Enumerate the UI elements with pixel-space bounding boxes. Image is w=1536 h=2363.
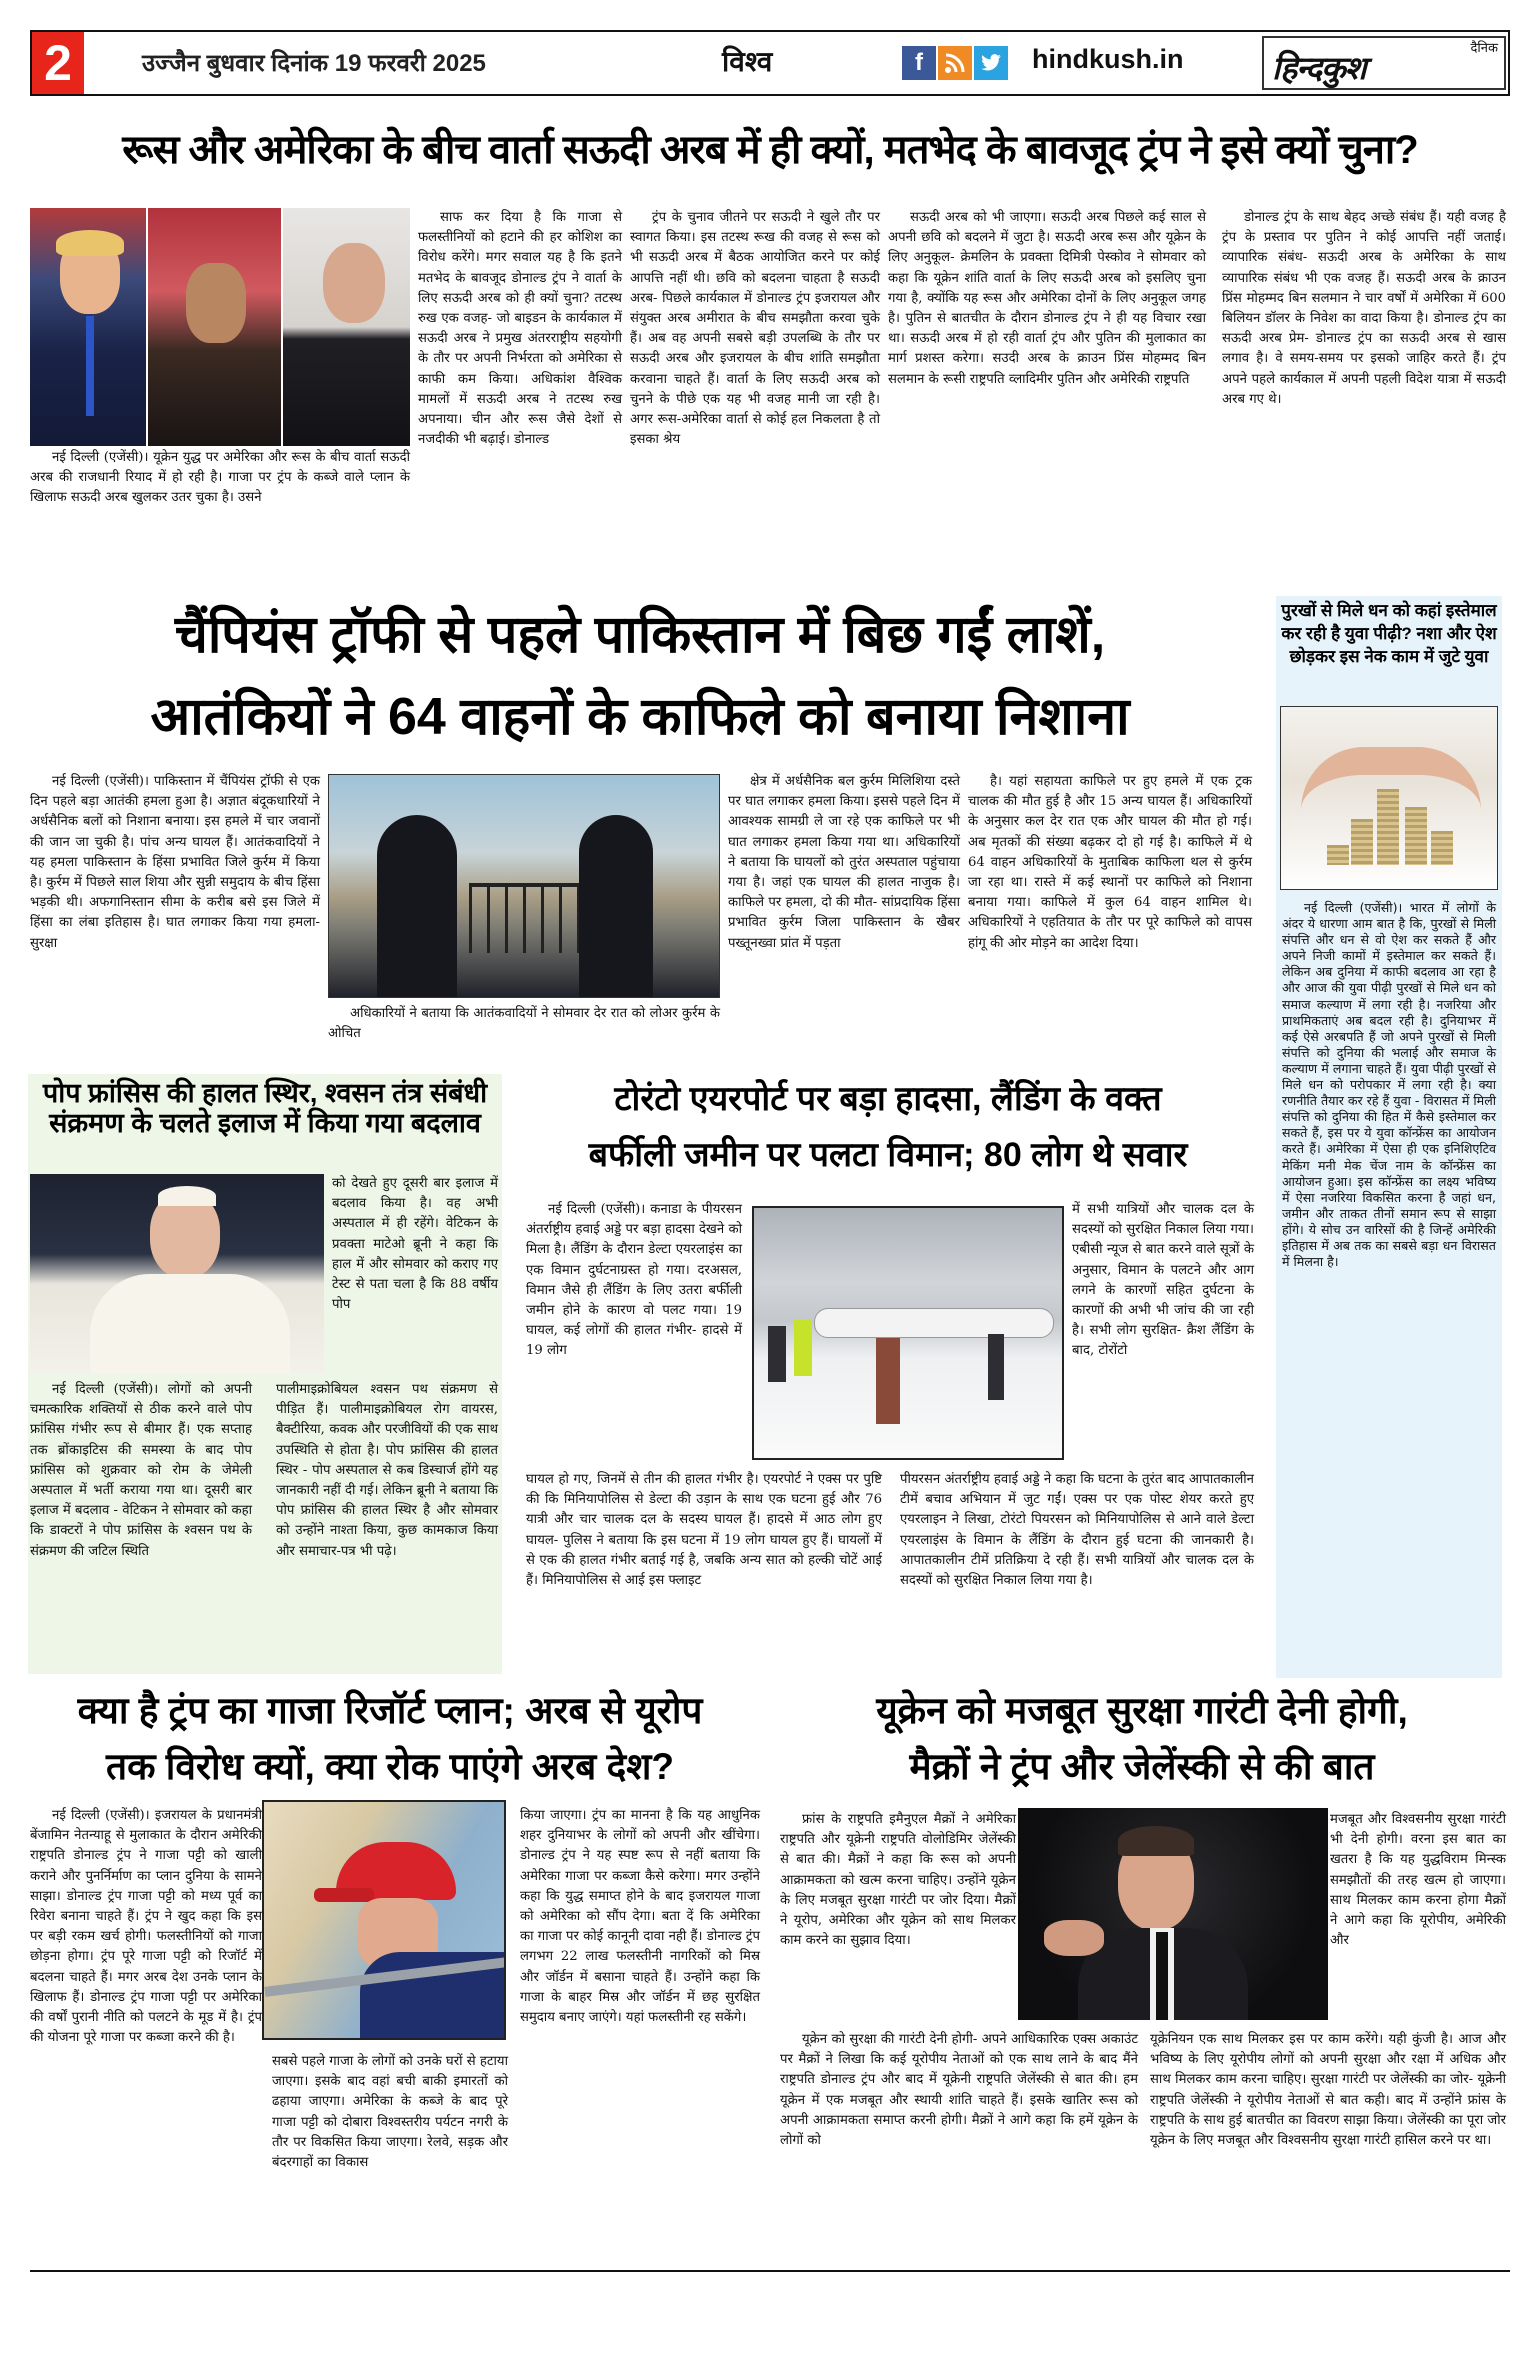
article5-headline-line2: तक विरोध क्यों, क्या रोक पाएंगे अरब देश? — [105, 1746, 674, 1787]
article2-headline-line1: चैंपियंस ट्रॉफी से पहले पाकिस्तान में बिछ गईं लाशें, — [174, 606, 1106, 664]
sidebar-body: नई दिल्ली (एजेंसी)। भारत में लोगों के अंदर ये धारणा आम बात है कि, पुरखों से मिली संपत्ति और धन से वो ऐश कर सकते हैं और अपने निजी कामों में इस्तेमाल कर सकते हैं। लेकिन अब दुनिया में काफी बदलाव आ रहा है और आज की युवा पीढ़ी पुरखों से मिले धन को समाज कल्याण में लगा रही है। नजरिया और प्राथमिकताएं अब बदल रही है। दुनियाभर में कई ऐसे अरबपति हैं जो अपने पुरखों से मिली संपत्ति को दुनिया की भलाई और समाज के कल्याण में लगाना चाहते हैं। युवा पीढ़ी पुरखों से मिले धन को परोपकार में लगा रही है। क्या रणनीति तैयार कर रहे हैं युवा - विरासत में मिली संपत्ति को दुनिया की हित में कैसे इस्तेमाल कर सकते हैं, इस पर ये युवा कॉन्फ्रेंस का आयोजन करते हैं। अमेरिका में ऐसा ही एक इनिशिएटिव मेकिंग मनी मेक चेंज नाम के कॉन्फ्रेंस का आयोजन हुआ। इस कॉन्फ्रेंस का लक्ष्य भविष्य में ऐसा नजरिया विकसित करना है जहां धन, जमीन और ताकत तीनों समान रूप से साझा होंगे। ये सोच उन वारिसों की है जिन्हें अमेरिकी इतिहास में अब तक का सबसे बड़ा धन विरासत में मिलना है। — [1282, 900, 1496, 1270]
article1-column-2: साफ कर दिया है कि गाजा से फलस्तीनियों को हटाने की हर कोशिश का विरोध करेंगे। मगर सवाल यह है कि इतने मतभेद के बावजूद डोनाल्ड ट्रंप ने वार्ता के लिए सऊदी अरब को ही क्यों चुना? तटस्थ रुख एक वजह- जो बाइडन के कार्यकाल में सऊदी अरब ने प्रमुख अंतरराष्ट्रीय सहयोगी के तौर पर अपनी निर्भरता को अमेरिका से काफी कम किया। अधिकांश वैश्विक मामलों में सऊदी अरब ने तटस्थ रुख अपनाया। चीन और रूस जैसे देशों से नजदीकी भी बढ़ाई। डोनाल्ड — [418, 210, 622, 448]
article6-image-macron — [1018, 1808, 1328, 2020]
article6-headline-line2: मैक्रों ने ट्रंप और जेलेंस्की से की बात — [909, 1746, 1375, 1787]
article4-bottom-left: घायल हो गए, जिनमें से तीन की हालत गंभीर है। एयरपोर्ट ने एक्स पर पुष्टि की कि मिनियापोलिस से डेल्टा की उड़ान के साथ एक घटना हुई और 76 यात्री और चार चालक दल के सदस्य घायल हैं। हादसे में आठ लोग हुए घायल- पुलिस ने बताया कि इस घटना में 19 लोग घायल हुए हैं। घायलों में से एक की हालत गंभीर बताई गई है, जबकि अन्य सात को हल्की चोटें आई हैं। मिनियापोलिस से आई इस फ्लाइट — [526, 1472, 882, 1589]
putin-photo — [283, 208, 410, 446]
article5-column-right: किया जाएगा। ट्रंप का मानना है कि यह आधुनिक शहर दुनियाभर के लोगों को अपनी और खींचेगा। डोनाल्ड ट्रंप ने यह स्पष्ट रूप से नहीं बताया कि अमेरिका गाजा पर कब्जा कैसे करेगा। मगर उन्होंने कहा कि युद्ध समाप्त होने के बाद इजरायल गाजा को अमेरिका को सौंप देगा। बता दें कि अमेरिका का गाजा पर कोई कानूनी दावा नही हैं। डोनाल्ड ट्रंप लगभग 22 लाख फलस्तीनी नागरिकों को मिस्र और जॉर्डन में बसाना चाहते हैं। उन्होंने कहा कि गाजा के बाहर मिस्र और जॉर्डन में छह सुरक्षित समुदाय बनाए जाएंगे। यहां फलस्तीनी रह सकेंगे। — [520, 1808, 760, 2026]
article5-image-trump-maga-hat — [262, 1800, 506, 2040]
social-icons — [902, 46, 1008, 80]
article2-column-3: क्षेत्र में अर्धसैनिक बल कुर्रम मिलिशिया दस्ते पर घात लगाकर हमला किया। इससे पहले दिन में आवश्यक सामग्री ले जा रहे एक काफिले पर भी घात लगाकर हमला किया गया था। अधिकारियों ने बताया कि घायलों को तुरंत अस्पताल पहुंचाया गया है। जहां एक घायल की हालत नाजुक है। काफिले पर हमला, दो की मौत- सांप्रदायिक हिंसा प्रभावित कुर्रम जिला पाकिस्तान के खैबर पख्तूनख्वा प्रांत में पड़ता — [728, 774, 960, 951]
article2-column-4: है। यहां सहायता काफिले पर हुए हमले में एक ट्रक चालक की मौत हुई है और 15 अन्य घायल हैं। अधिकारियों के अनुसार कल देर रात एक और घायल की मौत हो गई। अब मृतकों की संख्या बढ़कर दो हो गई है। काफिले में थे 64 वाहन अधिकारियों के मुताबिक काफिला थल से कुर्रम जा रहा था। रास्ते में कई स्थानों पर काफिले को निशाना बनाया गया। काफिले में कुल 64 वाहन शामिल थे। अधिकारियों ने एहतियात के तौर पर पूरे काफिले को वापस हांगू की ओर मोड़ने का आदेश दिया। — [968, 774, 1252, 951]
article4-headline-line1: टोरंटो एयरपोर्ट पर बड़ा हादसा, लैंडिंग के वक्त — [614, 1080, 1162, 1118]
article3-box — [28, 1074, 502, 1674]
article1-column-5: डोनाल्ड ट्रंप के साथ बेहद अच्छे संबंध हैं। यही वजह है ट्रंप के प्रस्ताव पर पुतिन ने कोई आपत्ति नहीं जताई। व्यापारिक संबंध- सऊदी अरब के अमेरिका के साथ व्यापारिक संबंध भी एक वजह हैं। सऊदी अरब के क्राउन प्रिंस मोहम्मद बिन सलमान ने चार वर्षों में अमेरिका में 600 बिलियन डॉलर के निवेश का वादा किया है। डोनाल्ड ट्रंप का सऊदी अरब प्रेम- डोनाल्ड ट्रंप का सऊदी अरब से खास लगाव है। वे समय-समय पर इसको जाहिर करते हैं। ट्रंप अपने पहले कार्यकाल में अपनी पहली विदेश यात्रा में सऊदी अरब गए थे। — [1222, 210, 1506, 407]
article4-column-left: नई दिल्ली (एजेंसी)। कनाडा के पीयरसन अंतर्राष्ट्रीय हवाई अड्डे पर बड़ा हादसा देखने को मिला है। लैंडिंग के दौरान डेल्टा एयरलाइंस का एक विमान दुर्घटनाग्रस्त हो गया। दरअसल, विमान जैसे ही लैंडिंग के लिए उतरा बर्फीली जमीन होने के कारण वो पलट गया। 19 घायल, कई लोगों की हालत गंभीर- हादसे में 19 लोग — [526, 1202, 742, 1359]
article1-image — [30, 208, 410, 446]
section-label: विश्व — [722, 45, 773, 78]
bottom-divider — [30, 2270, 1510, 2272]
article6-column-left: फ्रांस के राष्ट्रपति इमैनुएल मैक्रों ने अमेरिका राष्ट्रपति और यूक्रेनी राष्ट्रपति वोलोडिमिर जेलेंस्की से बात की। मैक्रों ने कहा कि रूस को अपनी आक्रामकता को खत्म करना चाहिए। उन्होंने यूक्रेन के लिए मजबूत सुरक्षा गारंटी पर जोर दिया। मैक्रों ने यूरोप, अमेरिका और यूक्रेन को साथ मिलकर काम करने का सुझाव दिया। — [780, 1812, 1016, 1949]
article5-headline-line1: क्या है ट्रंप का गाजा रिजॉर्ट प्लान; अरब से यूरोप — [77, 1690, 703, 1731]
masthead — [30, 30, 1510, 96]
trump-photo — [30, 208, 146, 446]
article3-image-pope — [30, 1174, 324, 1374]
article3-headline: पोप फ्रांसिस की हालत स्थिर, श्वसन तंत्र संबंधी संक्रमण के चलते इलाज में किया गया बदलाव — [42, 1078, 488, 1139]
facebook-icon[interactable]: f — [902, 46, 936, 80]
newspaper-logo — [1262, 36, 1506, 90]
article5-column-middle: सबसे पहले गाजा के लोगों को उनके घरों से हटाया जाएगा। इसके बाद वहां बची बाकी इमारतों को ढहाया जाएगा। अमेरिका के कब्जे के बाद पूरे गाजा पट्टी को दोबारा विश्वस्तरीय पर्यटन नगरी के तौर पर विकसित किया जाएगा। रेलवे, सड़क और बंदरगाहों का विकास — [272, 2054, 508, 2171]
sidebar-image-coins — [1280, 706, 1498, 890]
article1-column-3: ट्रंप के चुनाव जीतने पर सऊदी ने खुले तौर पर स्वागत किया। इस तटस्थ रूख की वजह से रूस को भी सऊदी अरब में बैठक आयोजित करने पर कोई आपत्ति नहीं थी। छवि को बदलना चाहता है सऊदी अरब- पिछले कार्यकाल में डोनाल्ड ट्रंप इजरायल और संयुक्त अरब अमीरात के बीच समझौता करवा चुके हैं। अब वह अपनी सबसे बड़ी उपलब्धि के तौर पर सऊदी अरब और इजरायल के बीच शांति समझौता करवाना चाहते हैं। वार्ता के लिए सऊदी अरब को चुनने के पीछे एक यह भी वजह मानी जा रही है। अगर रूस-अमेरिका वार्ता से कोई हल निकलता है तो इसका श्रेय — [630, 210, 880, 448]
article6-bottom-left: यूक्रेन को सुरक्षा की गारंटी देनी होगी- अपने आधिकारिक एक्स अकाउंट पर मैक्रों ने लिखा कि कई यूरोपीय नेताओं को एक साथ लाने के बाद मैंने राष्ट्रपति डोनाल्ड ट्रंप और बाद में यूक्रेनी राष्ट्रपति जेलेंस्की से बात की। हम यूक्रेन में एक मजबूत और स्थायी शांति चाहते हैं। इसके खातिर रूस को अपनी आक्रामकता समाप्त करनी होगी। मैक्रों ने आगे कहा कि हमें यूक्रेन के लोगों को — [780, 2032, 1138, 2149]
article1-column-4: सऊदी अरब को भी जाएगा। सऊदी अरब पिछले कई साल से अपनी छवि को बदलने में जुटा है। सऊदी अरब रूस और यूक्रेन के लिए अनुकूल- क्रेमलिन के प्रवक्ता दिमित्री पेस्कोव ने सोमवार को कहा कि यूक्रेन शांति वार्ता के लिए सऊदी अरब को इसलिए चुना गया है, क्योंकि यह रूस और अमेरिका दोनों के लिए अनुकूल जगह है। पुतिन से बातचीत के दौरान डोनाल्ड ट्रंप ने ही यह विचार रखा था। सऊदी अरब में हो रही वार्ता ट्रंप और पुतिन की मुलाकात का मार्ग प्रशस्त करेगा। सउदी अरब के क्राउन प्रिंस मोहम्मद बिन सलमान के रूसी राष्ट्रपति व्लादिमीर पुतिन और अमेरिकी राष्ट्रपति — [888, 210, 1206, 387]
article2-image-caption-text: अधिकारियों ने बताया कि आतंकवादियों ने सोमवार देर रात को लोअर कुर्रम के ओचित — [328, 1006, 720, 1042]
article6-column-right: मजबूत और विश्वसनीय सुरक्षा गारंटी भी देनी होगी। वरना इस बात का खतरा है कि यह युद्धविराम मिन्स्क समझौतों की तरह खत्म हो जाएगा। साथ मिलकर काम करना होगा मैक्रों ने आगे कहा कि यूरोपीय, अमेरिकी और — [1330, 1812, 1506, 1949]
logo-title: हिन्दकुश — [1272, 49, 1366, 87]
article2-image-security-forces — [328, 774, 720, 998]
logo-subtitle: दैनिक — [1470, 41, 1498, 56]
website-link[interactable]: hindkush.in — [1032, 44, 1184, 74]
article3-column-right-top: को देखते हुए दूसरी बार इलाज में बदलाव किया है। वह अभी अस्पताल में ही रहेंगे। वेटिकन के प्रवक्ता माटेओ ब्रूनी ने कहा कि हाल में और सोमवार को कराए गए टेस्ट से पता चला है कि 88 वर्षीय पोप — [332, 1176, 498, 1313]
article6-headline-line1: यूक्रेन को मजबूत सुरक्षा गारंटी देनी होगी, — [876, 1690, 1408, 1731]
article4-column-right: में सभी यात्रियों और चालक दल के सदस्यों को सुरक्षित निकाल लिया गया। एबीसी न्यूज से बात करने वाले सूत्रों के अनुसार, विमान के पलटने और आग लगने के कारणों सहित दुर्घटना के कारणों की अभी भी जांच की जा रही है। सभी लोग सुरक्षित- क्रैश लैंडिंग के बाद, टोरोंटो — [1072, 1202, 1254, 1359]
article2-headline-line2: आतंकियों ने 64 वाहनों के काफिले को बनाया निशाना — [150, 688, 1130, 746]
sidebar-headline: पुरखों से मिले धन को कहां इस्तेमाल कर रही है युवा पीढ़ी? नशा और ऐश छोड़कर इस नेक काम में जुटे युवा — [1281, 601, 1497, 666]
rss-icon[interactable] — [938, 46, 972, 80]
article4-image-plane-crash — [752, 1206, 1064, 1460]
dateline: उज्जैन बुधवार दिनांक 19 फरवरी 2025 — [142, 50, 486, 77]
article3-column-left: नई दिल्ली (एजेंसी)। लोगों को अपनी चमत्कारिक शक्तियों से ठीक करने वाले पोप फ्रांसिस गंभीर रूप से बीमार हैं। एक सप्ताह तक ब्रोंकाइटिस की समस्या के बाद पोप फ्रांसिस को शुक्रवार को रोम के जेमेली अस्पताल में भर्ती कराया गया था। दूसरी बार इलाज में बदलाव - वेटिकन ने सोमवार को कहा कि डाक्टरों ने पोप फ्रांसिस के श्वसन पथ के संक्रमण की जटिल स्थिति — [30, 1382, 252, 1559]
page-number: 2 — [32, 32, 84, 94]
article1-column-1: नई दिल्ली (एजेंसी)। यूक्रेन युद्ध पर अमेरिका और रूस के बीच वार्ता सऊदी अरब की राजधानी रियाद में हो रही है। गाजा पर ट्रंप के कब्जे वाले प्लान के खिलाफ सऊदी अरब खुलकर उतर चुका है। उसने — [30, 450, 410, 506]
twitter-icon[interactable] — [974, 46, 1008, 80]
article4-bottom-right: पीयरसन अंतर्राष्ट्रीय हवाई अड्डे ने कहा कि घटना के तुरंत बाद आपातकालीन टीमें बचाव अभियान में जुट गईं। एक्स पर एक पोस्ट शेयर करते हुए एयरलाइन ने लिखा, टोरंटो पियरसन को मिनियापोलिस से आने वाले डेल्टा एयरलाइंस के विमान के लैंडिंग के दौरान हुई घटना की जानकारी है। आपातकालीन टीमें प्रतिक्रिया दे रही हैं। सभी यात्रियों और चालक दल के सदस्यों को सुरक्षित निकाल लिया गया है। — [900, 1472, 1254, 1589]
article3-column-right-bottom: पालीमाइक्रोबियल श्वसन पथ संक्रमण से पीड़ित हैं। पालीमाइक्रोबियल रोग वायरस, बैक्टीरिया, कवक और परजीवियों की एक साथ उपस्थिति से होता है। पोप फ्रांसिस की हालत स्थिर - पोप अस्पताल से कब डिस्चार्ज होंगे यह जानकारी नहीं दी गई। लेकिन ब्रूनी ने बताया कि पोप फ्रांसिस की हालत स्थिर है और सोमवार को उन्होंने नाश्ता किया, कुछ कामकाज किया और समाचार-पत्र भी पढ़े। — [276, 1382, 498, 1559]
article1-headline: रूस और अमेरिका के बीच वार्ता सऊदी अरब में ही क्यों, मतभेद के बावजूद ट्रंप ने इसे क्यों चुना? — [122, 128, 1418, 172]
article2-column-1: नई दिल्ली (एजेंसी)। पाकिस्तान में चैंपियंस ट्रॉफी से एक दिन पहले बड़ा आतंकी हमला हुआ है। अज्ञात बंदूकधारियों ने अर्धसैनिक बलों को निशाना बनाया। इस हमले में चार जवानों की जान जा चुकी है। पांच अन्य घायल हैं। आतंकवादियों ने यह हमला पाकिस्तान के हिंसा प्रभावित जिले कुर्रम में किया है। कुर्रम में पिछले साल शिया और सुन्नी समुदाय के बीच हिंसा भड़की थी। अफगानिस्तान सीमा के करीब बसे इस जिले में हिंसा का लंबा इतिहास है। घात लगाकर किया गया हमला- सुरक्षा — [30, 774, 320, 951]
article4-headline-line2: बर्फीली जमीन पर पलटा विमान; 80 लोग थे सवार — [588, 1136, 1188, 1174]
article5-column-left: नई दिल्ली (एजेंसी)। इजरायल के प्रधानमंत्री बेंजामिन नेतन्याहू से मुलाकात के दौरान अमेरिकी राष्ट्रपति डोनाल्ड ट्रंप ने गाजा पट्टी को खाली कराने और पुनर्निर्माण का प्लान दुनिया के सामने साझा। डोनाल्ड ट्रंप गाजा पट्टी को मध्य पूर्व का रिवेरा बनाना चाहते हैं। ट्रंप ने खुद कहा कि इस पर बड़ी रकम खर्च होगी। फलस्तीनियों को गाजा छोड़ना होगा। ट्रंप पूरे गाजा पट्टी को रिजॉर्ट में बदलना चाहते हैं। मगर अरब देश उनके प्लान के खिलाफ हैं। डोनाल्ड ट्रंप गाजा पट्टी पर अमेरिका की वर्षों पुरानी नीति को पलटने के मूड में है। ट्रंप की योजना पूरे गाजा पर कब्जा करने की है। — [30, 1808, 262, 2046]
article6-bottom-right: यूक्रेनियन एक साथ मिलकर इस पर काम करेंगे। यही कुंजी है। आज और भविष्य के लिए यूरोपीय लोगों को अपनी सुरक्षा और रक्षा में अधिक और साथ मिलकर काम करना चाहिए। सुरक्षा गारंटी पर जेलेंस्की का जोर- यूक्रेनी राष्ट्रपति जेलेंस्की ने यूरोपीय नेताओं से बात कही। बाद में उन्होंने फ्रांस के राष्ट्रपति के साथ हुई बातचीत का विवरण साझा किया। जेलेंस्की का पूरा जोर यूक्रेन के लिए मजबूत और विश्वसनीय सुरक्षा गारंटी हासिल करने पर था। — [1150, 2032, 1506, 2149]
saudi-crown-prince-photo — [148, 208, 281, 446]
